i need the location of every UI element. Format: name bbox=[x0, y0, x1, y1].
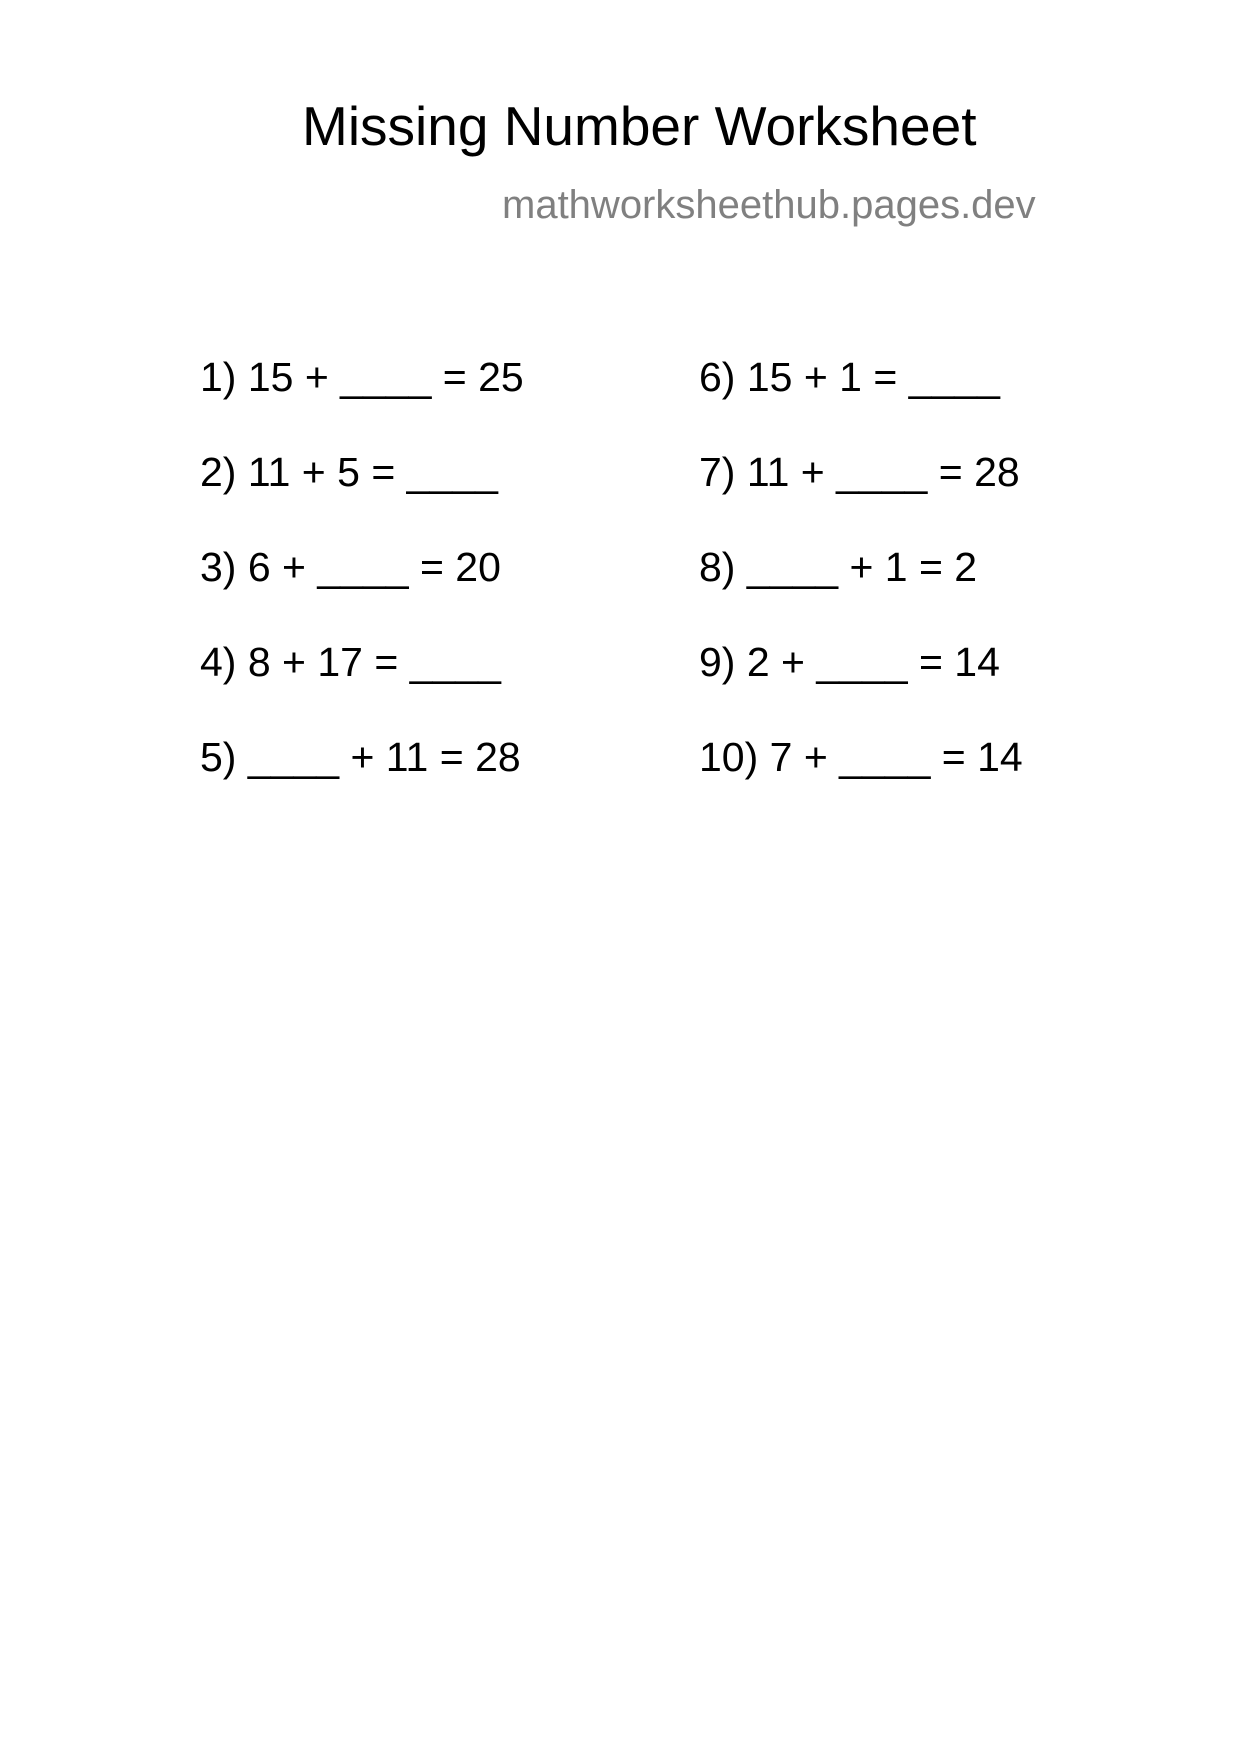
problem-column-left bbox=[200, 347, 524, 822]
problem-column-right bbox=[699, 347, 1023, 822]
problem-9: 9) 2 + ____ = 14 bbox=[699, 639, 1000, 685]
problem-6: 6) 15 + 1 = ____ bbox=[699, 354, 1000, 400]
source-url: mathworksheethub.pages.dev bbox=[502, 183, 1036, 227]
problem-5: 5) ____ + 11 = 28 bbox=[200, 734, 521, 780]
problem-grid bbox=[200, 347, 1120, 827]
problem-1: 1) 15 + ____ = 25 bbox=[200, 354, 524, 400]
problem-8: 8) ____ + 1 = 2 bbox=[699, 544, 978, 590]
problem-10: 10) 7 + ____ = 14 bbox=[699, 734, 1023, 780]
problem-2: 2) 11 + 5 = ____ bbox=[200, 449, 498, 495]
problem-3: 3) 6 + ____ = 20 bbox=[200, 544, 501, 590]
problem-4: 4) 8 + 17 = ____ bbox=[200, 639, 501, 685]
problem-7: 7) 11 + ____ = 28 bbox=[699, 449, 1020, 495]
page-title-text: Missing Number Worksheet bbox=[302, 95, 977, 157]
